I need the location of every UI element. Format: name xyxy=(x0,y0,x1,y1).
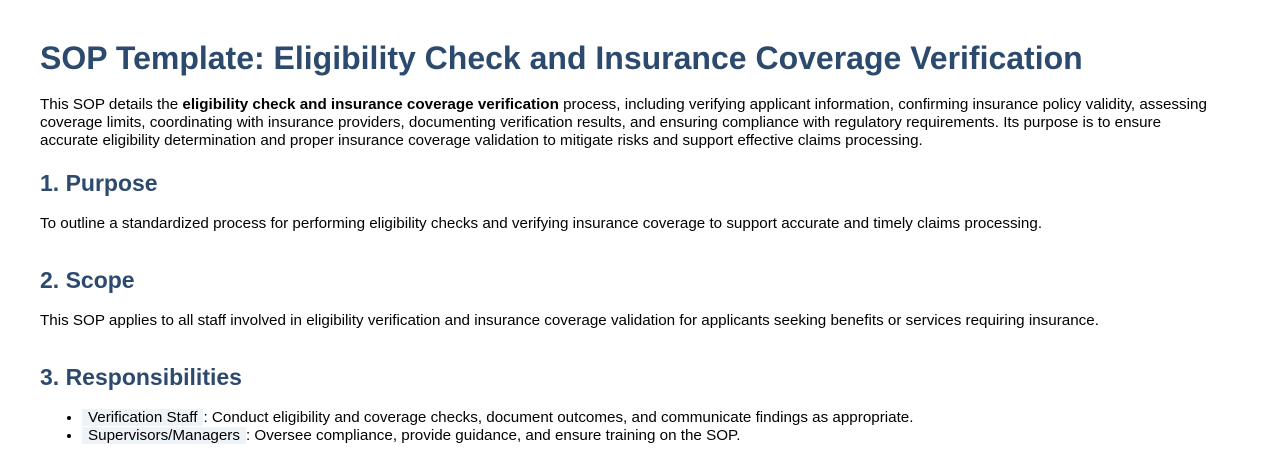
intro-paragraph xyxy=(40,96,1220,150)
intro-prefix: This SOP details the xyxy=(40,96,183,113)
responsibilities-list xyxy=(40,409,1223,445)
role-description: : Oversee compliance, provide guidance, and ensure training on the SOP. xyxy=(245,427,741,444)
intro-suffix: process, including verifying applicant information, confirming insurance policy validity, assessing coverage limits, coordinating with insurance providers, documenting verification results, and ensuring compliance with regulatory requirements. Its purpose is to ensure accurate eligibility determination and proper insurance coverage validation to mitigate risks and support effective claims processing. xyxy=(40,96,1207,149)
page-title: SOP Template: Eligibility Check and Insurance Coverage Verification xyxy=(40,40,1083,76)
scope-heading: 2. Scope xyxy=(40,267,135,293)
role-description: : Conduct eligibility and coverage checks, document outcomes, and communicate findings as appropriate. xyxy=(203,409,914,426)
purpose-text: To outline a standardized process for performing eligibility checks and verifying insurance coverage to support accurate and timely claims processing. xyxy=(40,215,1043,232)
purpose-heading: 1. Purpose xyxy=(40,170,158,196)
intro-bold-phrase: eligibility check and insurance coverage verification xyxy=(182,96,559,113)
list-item xyxy=(82,427,1223,445)
role-label: Verification Staff xyxy=(82,409,203,426)
list-item xyxy=(82,409,1223,427)
role-label: Supervisors/Managers xyxy=(82,427,246,444)
scope-text: This SOP applies to all staff involved in eligibility verification and insurance coverage validation for applicants seeking benefits or services requiring insurance. xyxy=(40,312,1099,329)
responsibilities-heading: 3. Responsibilities xyxy=(40,364,242,390)
